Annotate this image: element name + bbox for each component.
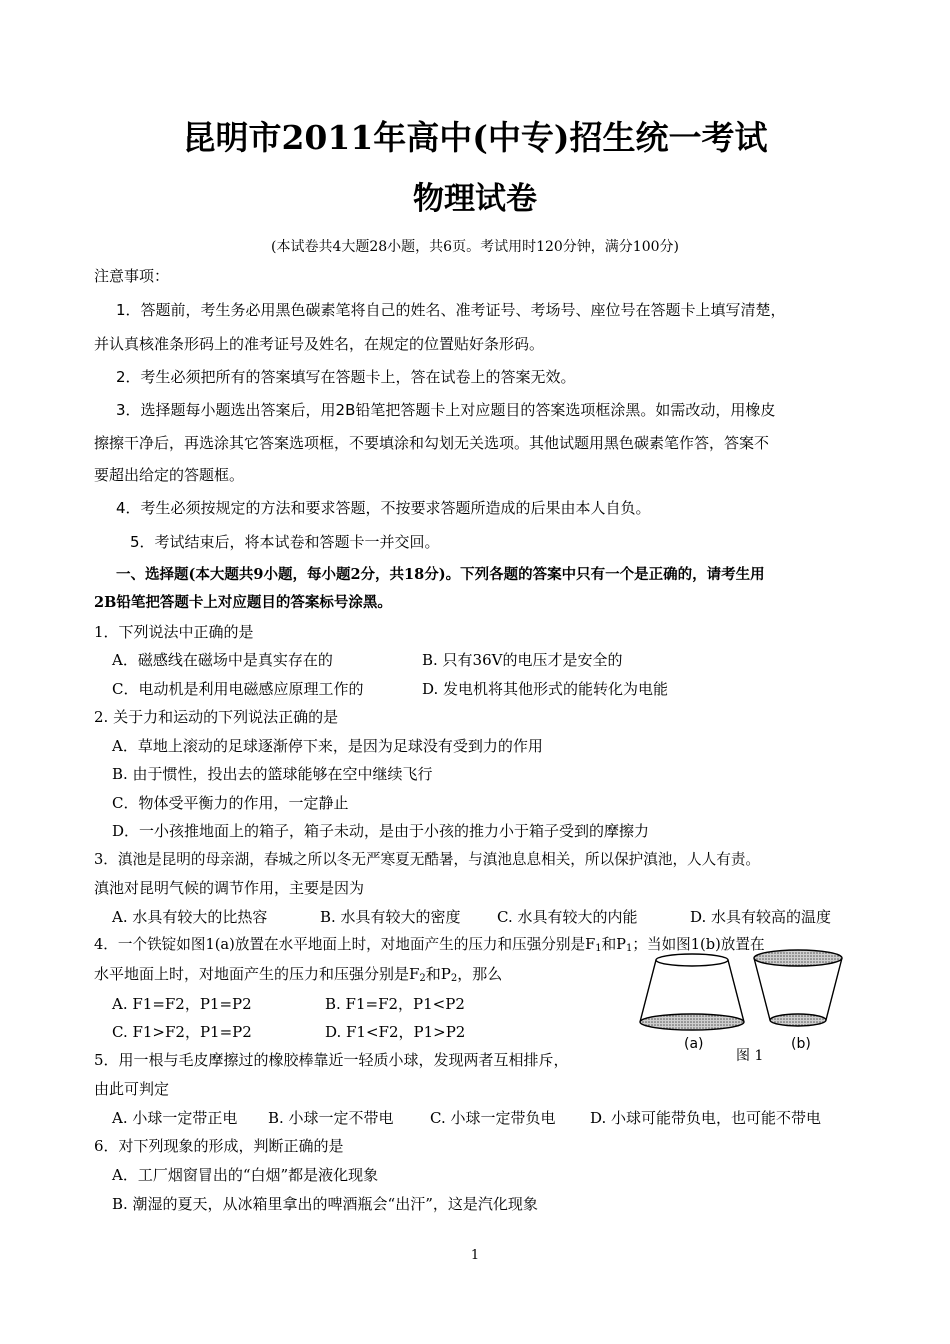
notice-item-1-line-1: 1．答题前，考生务必用黑色碳素笔将自己的姓名、准考证号、考场号、座位号在答题卡上填写清楚，	[116, 301, 786, 319]
q4-option-c: C. F1>F2，P1=P2	[112, 1023, 252, 1041]
q1-stem: 1．下列说法中正确的是	[94, 623, 254, 641]
section-1-heading-line-1: 一、选择题(本大题共9小题，每小题2分，共18分)。下列各题的答案中只有一个是正确的，请考生用	[116, 566, 765, 583]
notice-item-2: 2．考生必须把所有的答案填写在答题卡上，答在试卷上的答案无效。	[116, 368, 576, 386]
q1-option-b: B. 只有36V的电压才是安全的	[422, 651, 623, 669]
notice-item-1-line-2: 并认真核准条形码上的准考证号及姓名，在规定的位置贴好条形码。	[94, 335, 545, 353]
notice-item-3-line-1: 3．选择题每小题选出答案后，用2B铅笔把答题卡上对应题目的答案选项框涂黑。如需改动，用橡皮	[116, 401, 776, 419]
q4-option-a: A. F1=F2，P1=P2	[112, 995, 252, 1013]
q5-option-a: A. 小球一定带正电	[112, 1109, 238, 1127]
q4-option-b: B. F1=F2，P1<P2	[325, 995, 465, 1013]
q3-option-d: D. 水具有较高的温度	[690, 908, 832, 926]
q3-option-c: C. 水具有较大的内能	[497, 908, 638, 926]
notice-item-4: 4．考生必须按规定的方法和要求答题，不按要求答题所造成的后果由本人自负。	[116, 499, 651, 517]
figure-label-b: (b)	[791, 1036, 811, 1052]
notice-item-3-line-2: 擦擦干净后，再选涂其它答案选项框，不要填涂和勾划无关选项。其他试题用黑色碳素笔作答，答案不	[94, 434, 770, 452]
q4-stem-line-2-text-c: ，那么	[457, 965, 503, 983]
q6-option-b: B. 潮湿的夏天，从冰箱里拿出的啤酒瓶会“出汗”，这是汽化现象	[112, 1195, 538, 1213]
notice-item-3-line-3: 要超出给定的答题框。	[94, 466, 245, 484]
q4-option-d: D. F1<F2，P1>P2	[325, 1023, 466, 1041]
q5-option-d: D. 小球可能带负电，也可能不带电	[590, 1109, 822, 1127]
q5-stem-line-2: 由此可判定	[94, 1080, 170, 1098]
section-1-heading-line-2: 2B铅笔把答题卡上对应题目的答案标号涂黑。	[94, 594, 392, 611]
exam-title: 昆明市2011年高中(中专)招生统一考试	[182, 118, 768, 157]
q5-option-b: B. 小球一定不带电	[268, 1109, 394, 1127]
q5-option-c: C. 小球一定带负电	[430, 1109, 556, 1127]
figure-1	[636, 946, 846, 1071]
q2-option-b: B. 由于惯性，投出去的篮球能够在空中继续飞行	[112, 765, 433, 783]
q4-subscript: 1	[595, 943, 602, 954]
exam-note: (本试卷共4大题28小题，共6页。考试用时120分钟，满分100分)	[271, 239, 679, 255]
q1-option-a: A．磁感线在磁场中是真实存在的	[112, 651, 333, 669]
q4-stem-line-1-text-c: ；当如图1(b)放置在	[632, 936, 765, 953]
q2-option-c: C．物体受平衡力的作用，一定静止	[112, 794, 349, 812]
q4-subscript: 2	[419, 973, 426, 984]
iron-ingot-diagram	[636, 946, 846, 1038]
q2-stem: 2. 关于力和运动的下列说法正确的是	[94, 708, 339, 726]
q4-stem-line-2-text-a: 水平地面上时，对地面产生的压力和压强分别是F	[94, 965, 420, 983]
notice-heading: 注意事项：	[94, 267, 170, 285]
q4-stem-line-2-text-b: 和P	[425, 965, 451, 983]
q3-option-a: A. 水具有较大的比热容	[112, 908, 268, 926]
notice-item-5: 5．考试结束后，将本试卷和答题卡一并交回。	[130, 533, 440, 551]
q1-option-d: D. 发电机将其他形式的能转化为电能	[422, 680, 669, 698]
q6-option-a: A．工厂烟窗冒出的“白烟”都是液化现象	[112, 1166, 379, 1184]
q4-subscript: 1	[626, 943, 633, 954]
q6-stem: 6．对下列现象的形成，判断正确的是	[94, 1137, 344, 1155]
q3-stem-line-2: 滇池对昆明气候的调节作用，主要是因为	[94, 879, 365, 897]
exam-subject: 物理试卷	[413, 181, 537, 217]
figure-caption: 图 1	[736, 1048, 764, 1064]
page-number: 1	[470, 1248, 480, 1263]
figure-label-a: (a)	[684, 1036, 704, 1052]
q4-stem-line-1-text-b: 和P	[601, 936, 626, 953]
q3-option-b: B. 水具有较大的密度	[320, 908, 461, 926]
q4-stem-line-1-text-a: 4．一个铁锭如图1(a)放置在水平地面上时，对地面产生的压力和压强分别是F	[94, 936, 596, 953]
q4-stem-line-2	[94, 964, 502, 984]
q1-option-c: C．电动机是利用电磁感应原理工作的	[112, 680, 364, 698]
q2-option-d: D．一小孩推地面上的箱子，箱子未动，是由于小孩的推力小于箱子受到的摩擦力	[112, 822, 650, 840]
q4-subscript: 2	[450, 973, 458, 984]
q2-option-a: A．草地上滚动的足球逐渐停下来，是因为足球没有受到力的作用	[112, 737, 543, 755]
q5-stem-line-1: 5．用一根与毛皮摩擦过的橡胶棒靠近一轻质小球，发现两者互相排斥，	[94, 1051, 569, 1069]
q3-stem-line-1: 3．滇池是昆明的母亲湖，春城之所以冬无严寒夏无酷暑，与滇池息息相关，所以保护滇池，人人有责。	[94, 851, 761, 868]
